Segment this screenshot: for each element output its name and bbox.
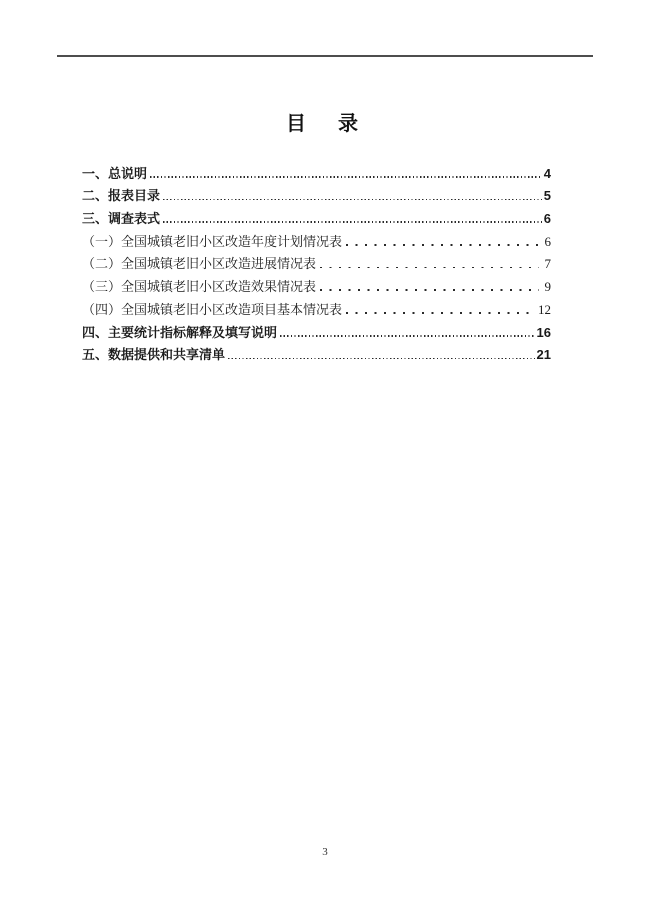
toc-entry-page: 6 xyxy=(544,233,551,249)
page-number: 3 xyxy=(322,846,328,858)
toc-entry-label: 一、总说明 xyxy=(82,165,148,181)
toc-entry[interactable] xyxy=(82,206,551,229)
toc-entry-page: 7 xyxy=(544,256,551,272)
page-title: 目 录 xyxy=(286,113,364,135)
toc-entry-label: （二）全国城镇老旧小区改造进展情况表 xyxy=(82,256,317,272)
dot-leader xyxy=(163,221,542,223)
toc-entry-label: 二、报表目录 xyxy=(82,188,161,204)
toc-entry-page: 6 xyxy=(543,211,551,227)
toc-entry-page: 4 xyxy=(543,165,551,181)
toc-entry-label: （三）全国城镇老旧小区改造效果情况表 xyxy=(82,279,317,295)
toc-entry[interactable] xyxy=(82,320,551,343)
page-footer xyxy=(0,846,650,858)
toc-entry-label: （一）全国城镇老旧小区改造年度计划情况表 xyxy=(82,233,343,249)
toc-entry-label: （四）全国城镇老旧小区改造项目基本情况表 xyxy=(82,301,343,317)
toc-entry-page: 21 xyxy=(536,347,551,363)
toc-entry-label: 三、调查表式 xyxy=(82,211,161,227)
toc-entry-page: 12 xyxy=(538,301,551,317)
dot-leader xyxy=(163,199,542,201)
toc-entry-label: 五、数据提供和共享清单 xyxy=(82,347,226,363)
dot-leader xyxy=(346,244,538,246)
toc-entry[interactable] xyxy=(82,252,551,275)
dot-leader xyxy=(320,289,538,291)
toc-entry-page: 5 xyxy=(543,188,551,204)
toc-entry[interactable] xyxy=(82,297,551,320)
dot-leader xyxy=(320,267,538,269)
header-rule xyxy=(57,55,593,57)
toc-entry[interactable] xyxy=(82,343,551,366)
toc-entry-label: 四、主要统计指标解释及填写说明 xyxy=(82,324,278,340)
toc-entry-page: 16 xyxy=(536,324,551,340)
toc-entry[interactable] xyxy=(82,229,551,252)
toc-list xyxy=(82,161,551,365)
dot-leader xyxy=(346,312,532,314)
toc-entry[interactable] xyxy=(82,161,551,184)
toc-entry[interactable] xyxy=(82,184,551,207)
dot-leader xyxy=(228,358,535,360)
toc-entry[interactable] xyxy=(82,274,551,297)
dot-leader xyxy=(150,176,542,178)
dot-leader xyxy=(280,335,535,337)
toc-entry-page: 9 xyxy=(544,279,551,295)
